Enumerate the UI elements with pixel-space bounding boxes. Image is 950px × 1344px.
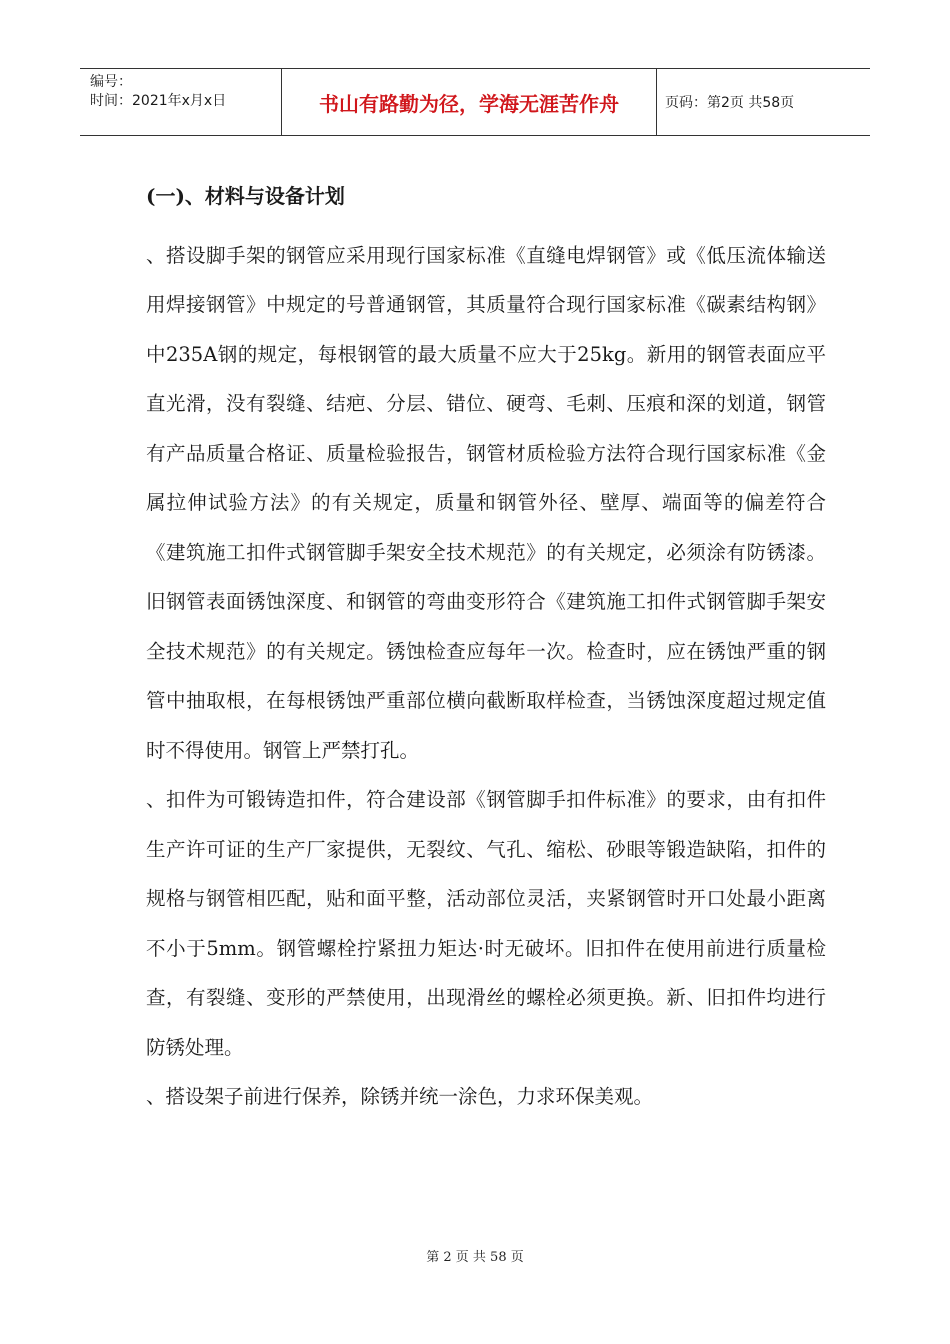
document-number-label: 编号： <box>90 74 132 90</box>
header-table <box>80 68 870 136</box>
header-motto: 书山有路勤为径，学海无涯苦作舟 <box>281 69 657 135</box>
paragraph-steel-pipe: 、搭设脚手架的钢管应采用现行国家标准《直缝电焊钢管》或《低压流体输送用焊接钢管》中规定的号普通钢管，其质量符合现行国家标准《碳素结构钢》中235A钢的规定，每根钢管的最大质量不应大于25kg。新用的钢管表面应平直光滑，没有裂缝、结疤、分层、错位、硬弯、毛刺、压痕和深的划道，钢管有产品质量合格证、质量检验报告，钢管材质检验方法符合现行国家标准《金属拉伸试验方法》的有关规定，质量和钢管外径、壁厚、端面等的偏差符合《建筑施工扣件式钢管脚手架安全技术规范》的有关规定，必须涂有防锈漆。旧钢管表面锈蚀深度、和钢管的弯曲变形符合《建筑施工扣件式钢管脚手架安全技术规范》的有关规定。锈蚀检查应每年一次。检查时，应在锈蚀严重的钢管中抽取根，在每根锈蚀严重部位横向截断取样检查，当锈蚀深度超过规定值时不得使用。钢管上严禁打孔。 <box>146 243 826 762</box>
header-meta-cell <box>80 69 281 135</box>
page-footer: 第 2 页 共 58 页 <box>426 1250 524 1265</box>
header-page-info: 页码：第2页 共58页 <box>665 95 795 111</box>
paragraph-fasteners: 、扣件为可锻铸造扣件，符合建设部《钢管脚手扣件标准》的要求，由有扣件生产许可证的生产厂家提供，无裂纹、气孔、缩松、砂眼等锻造缺陷，扣件的规格与钢管相匹配，贴和面平整，活动部位灵活，夹紧钢管时开口处最小距离不小于5mm。钢管螺栓拧紧扭力矩达·时无破坏。旧扣件在使用前进行质量检查，有裂缝、变形的严禁使用，出现滑丝的螺栓必须更换。新、旧扣件均进行防锈处理。 <box>146 788 826 1059</box>
document-body <box>146 172 826 1122</box>
paragraph-maintenance: 、搭设架子前进行保养，除锈并统一涂色，力求环保美观。 <box>146 1085 654 1108</box>
document-time-label: 时间：2021年x月x日 <box>90 93 227 109</box>
section-heading: (一)、材料与设备计划 <box>146 184 345 208</box>
